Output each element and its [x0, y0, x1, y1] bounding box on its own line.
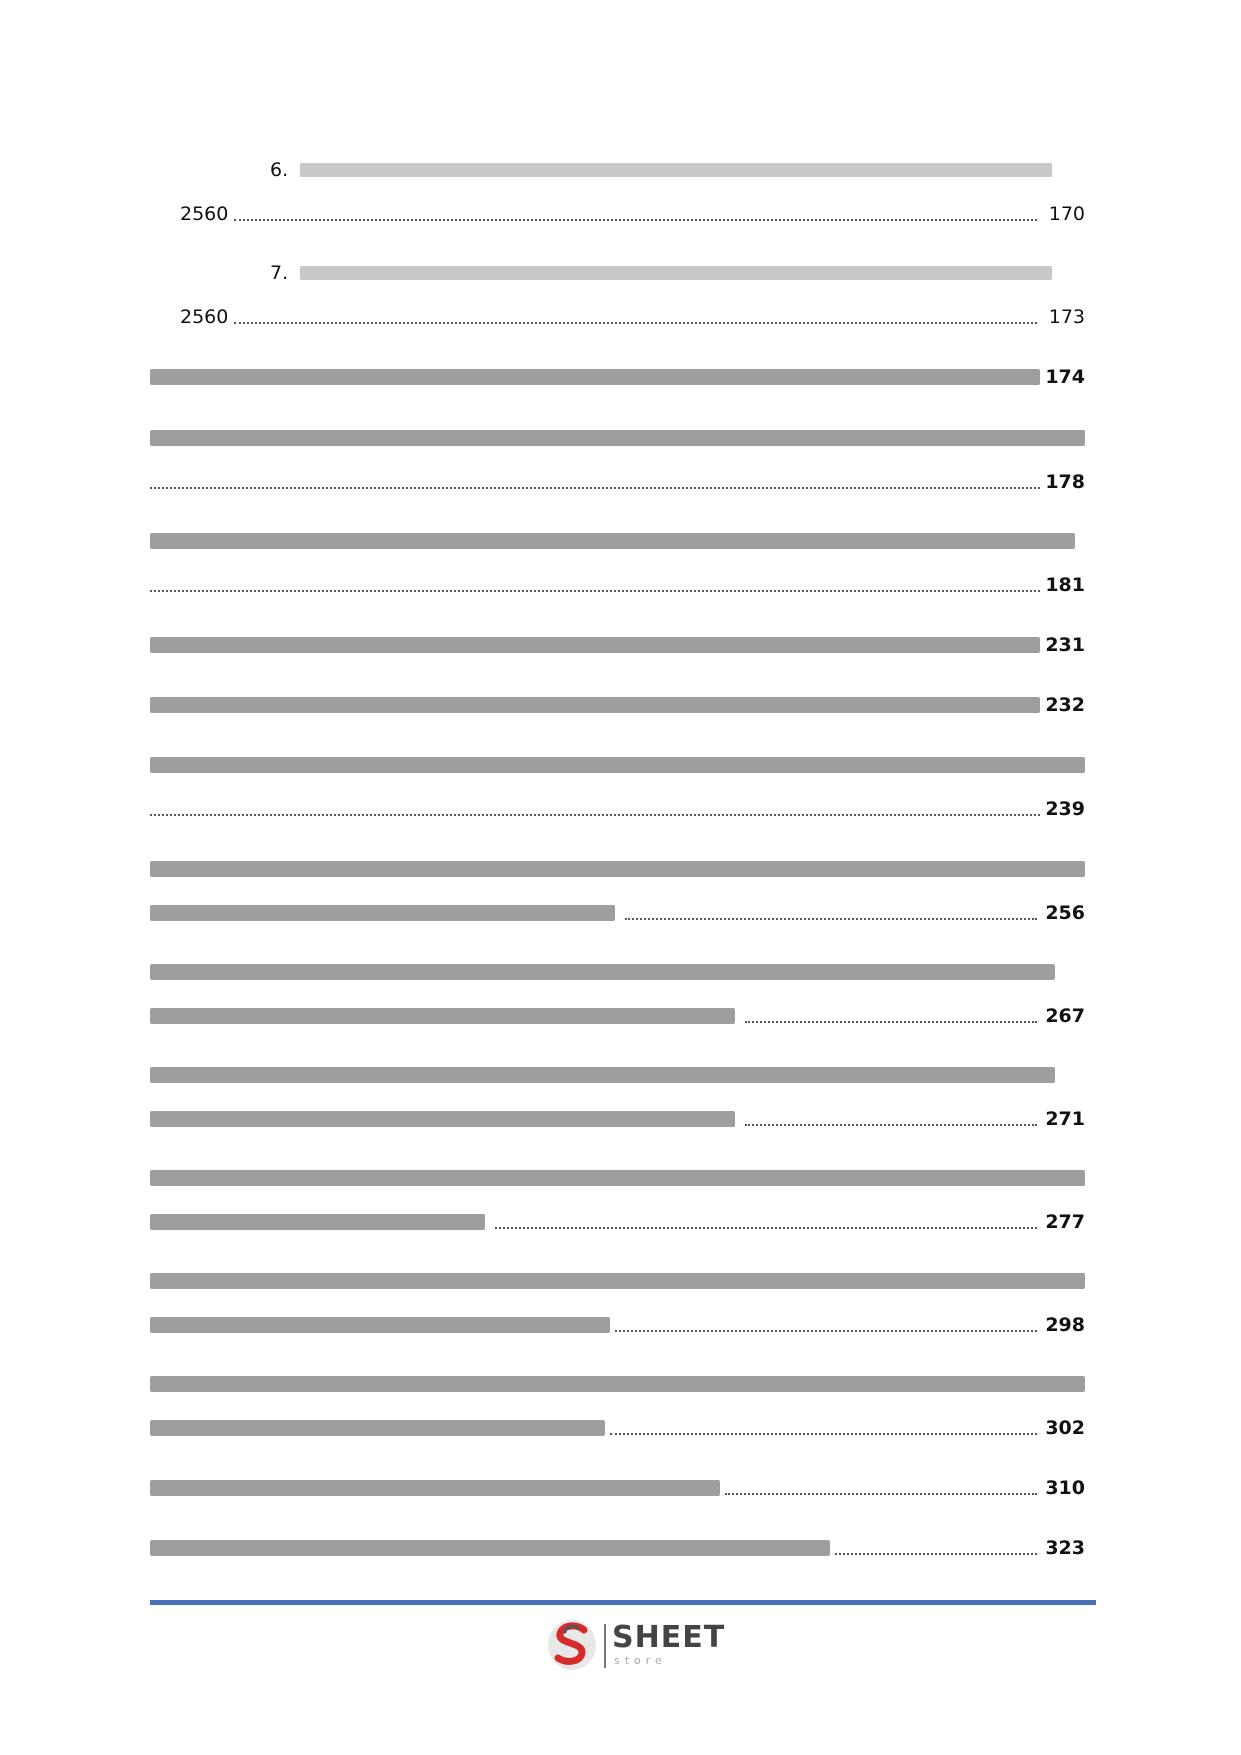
toc-text [150, 533, 1075, 549]
toc-page-number: 302 [1045, 1417, 1085, 1439]
dot-leader [745, 1021, 1037, 1023]
toc-line [150, 1102, 1085, 1136]
toc-text [150, 369, 1040, 385]
toc-text [150, 757, 1085, 773]
toc-line [150, 1531, 1085, 1565]
dot-leader [150, 590, 1040, 592]
toc-text [150, 1273, 1085, 1289]
dot-leader [835, 1553, 1037, 1555]
footer-rule [150, 1600, 1096, 1605]
toc-line [150, 421, 1085, 455]
toc-line [150, 896, 1085, 930]
toc-line [150, 256, 1085, 290]
toc-page-number: 173 [1048, 306, 1085, 328]
toc-line [150, 955, 1085, 989]
toc-page-number: 232 [1045, 694, 1085, 716]
toc-text [150, 905, 615, 921]
toc-text [300, 163, 1052, 177]
dot-leader [234, 219, 1037, 221]
toc-text [150, 861, 1085, 877]
toc-line [150, 688, 1085, 722]
toc-line [150, 1471, 1085, 1505]
dot-leader [234, 322, 1037, 324]
toc-page-number: 231 [1045, 634, 1085, 656]
toc-text [150, 697, 1040, 713]
toc-line [150, 1161, 1085, 1195]
toc-line [150, 1058, 1085, 1092]
toc-text [150, 1480, 720, 1496]
toc-page-number: 178 [1045, 471, 1085, 493]
toc-line [150, 300, 1085, 334]
toc-line [150, 1367, 1085, 1401]
toc-line [150, 628, 1085, 662]
toc-text [150, 1540, 830, 1556]
toc-text [150, 1376, 1085, 1392]
toc-line [150, 748, 1085, 782]
toc-line [150, 1411, 1085, 1445]
toc-line [150, 153, 1085, 187]
toc-page-number: 239 [1045, 798, 1085, 820]
toc-number: 7. [270, 262, 289, 284]
toc-year: 2560 [180, 306, 229, 328]
toc-line [150, 524, 1085, 558]
toc-line [150, 1205, 1085, 1239]
dot-leader [725, 1493, 1037, 1495]
toc-line [150, 360, 1085, 394]
toc-page-number: 323 [1045, 1537, 1085, 1559]
toc-page-number: 267 [1045, 1005, 1085, 1027]
toc-text [150, 1111, 735, 1127]
toc-page-number: 298 [1045, 1314, 1085, 1336]
logo-divider [604, 1624, 606, 1668]
dot-leader [610, 1433, 1037, 1435]
toc-line [150, 568, 1085, 602]
toc-page-number: 181 [1045, 574, 1085, 596]
toc-text [150, 964, 1055, 980]
toc-line [150, 1264, 1085, 1298]
dot-leader [150, 487, 1040, 489]
toc-line [150, 1308, 1085, 1342]
toc-text [150, 637, 1040, 653]
toc-text [150, 1214, 485, 1230]
toc-text [300, 266, 1052, 280]
toc-text [150, 1008, 735, 1024]
toc-year: 2560 [180, 203, 229, 225]
toc-text [150, 1170, 1085, 1186]
logo-brand-name: SHEET [612, 1620, 726, 1655]
dot-leader [745, 1124, 1037, 1126]
toc-page-number: 256 [1045, 902, 1085, 924]
toc-page-number: 310 [1045, 1477, 1085, 1499]
toc-line [150, 197, 1085, 231]
logo-s-icon [548, 1620, 596, 1670]
sheet-store-logo [548, 1618, 726, 1676]
logo-brand-sub: store [614, 1654, 667, 1667]
toc-page-number: 277 [1045, 1211, 1085, 1233]
dot-leader [495, 1227, 1037, 1229]
toc-text [150, 430, 1085, 446]
dot-leader [150, 814, 1040, 816]
toc-line [150, 999, 1085, 1033]
dot-leader [615, 1330, 1037, 1332]
toc-line [150, 792, 1085, 826]
toc-line [150, 852, 1085, 886]
toc-number: 6. [270, 159, 289, 181]
dot-leader [625, 918, 1037, 920]
toc-page-number: 170 [1048, 203, 1085, 225]
toc-page-number: 271 [1045, 1108, 1085, 1130]
toc-page-number: 174 [1045, 366, 1085, 388]
toc-text [150, 1317, 610, 1333]
toc-text [150, 1420, 605, 1436]
toc-text [150, 1067, 1055, 1083]
toc-line [150, 465, 1085, 499]
